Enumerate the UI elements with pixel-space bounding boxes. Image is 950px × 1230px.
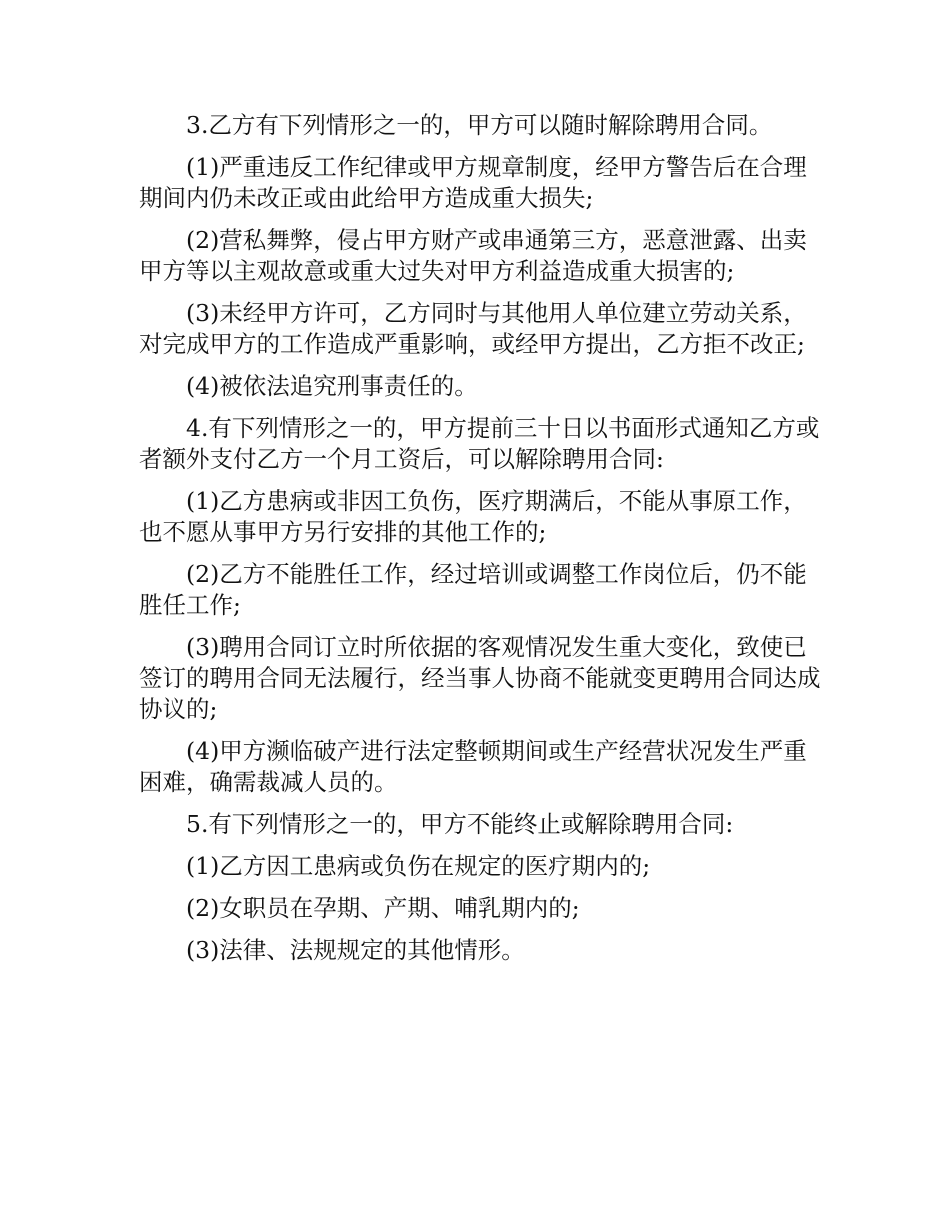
clause-4-item-4: (4)甲方濒临破产进行法定整顿期间或生产经营状况发生严重困难，确需裁减人员的。 [139, 737, 807, 796]
clause-3-item-1: (1)严重违反工作纪律或甲方规章制度，经甲方警告后在合理期间内仍未改正或由此给甲方造成重大损失; [139, 153, 807, 212]
clause-4-item-1: (1)乙方患病或非因工负伤，医疗期满后，不能从事原工作，也不愿从事甲方另行安排的其他工作的; [139, 487, 807, 546]
clause-3-item-2: (2)营私舞弊，侵占甲方财产或串通第三方，恶意泄露、出卖甲方等以主观故意或重大过失对甲方利益造成重大损害的; [139, 226, 807, 285]
clause-3-item-4: (4)被依法追究刑事责任的。 [186, 372, 478, 400]
clause-5-heading: 5.有下列情形之一的，甲方不能终止或解除聘用合同: [186, 810, 734, 838]
clause-4-item-2: (2)乙方不能胜任工作，经过培训或调整工作岗位后，仍不能胜任工作; [139, 560, 807, 619]
clause-4-heading: 4.有下列情形之一的，甲方提前三十日以书面形式通知乙方或者额外支付乙方一个月工资后，可以解除聘用合同: [139, 414, 820, 473]
clause-5-item-3: (3)法律、法规规定的其他情形。 [186, 936, 525, 964]
clause-5-item-2: (2)女职员在孕期、产期、哺乳期内的; [186, 894, 580, 922]
clause-5-item-1: (1)乙方因工患病或负伤在规定的医疗期内的; [186, 852, 651, 880]
clause-4-item-3: (3)聘用合同订立时所依据的客观情况发生重大变化，致使已签订的聘用合同无法履行，经当事人协商不能就变更聘用合同达成协议的; [139, 633, 821, 723]
document-body [139, 110, 829, 977]
clause-3-item-3: (3)未经甲方许可，乙方同时与其他用人单位建立劳动关系，对完成甲方的工作造成严重影响，或经甲方提出，乙方拒不改正; [139, 299, 807, 358]
clause-3-heading: 3.乙方有下列情形之一的，甲方可以随时解除聘用合同。 [186, 111, 773, 139]
